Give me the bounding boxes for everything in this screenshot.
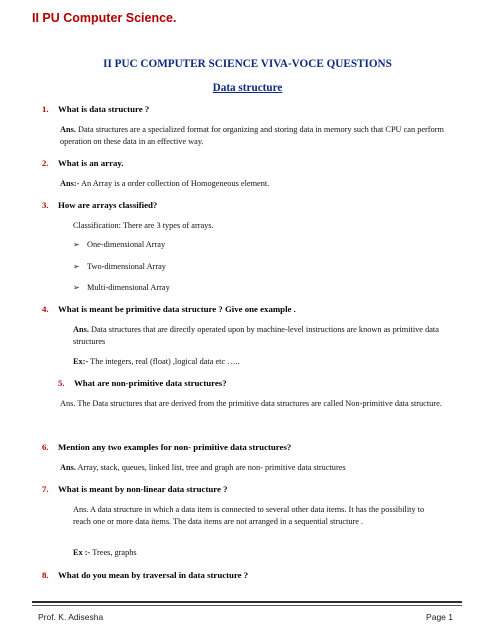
question-2 [42,158,124,168]
footer-page-number: Page 1 [426,612,453,622]
arrow-bullet-icon: ➢ [73,262,80,271]
example-prefix: Ex:- [73,357,89,366]
list-item: ➢ Multi-dimensional Array [73,283,170,292]
question-number: 5. [58,378,65,388]
answer-5: Ans. The Data structures that are derived from the primitive data structures are called Non-primitive data structure. [60,399,442,408]
question-number: 2. [42,158,49,168]
document-subtitle: Data structure [212,82,283,94]
question-text: What do you mean by traversal in data structure ? [58,570,249,580]
question-text: What is an array. [58,158,124,168]
answer-prefix: Ans. [60,125,76,134]
question-6 [42,442,291,452]
question-number: 4. [42,304,49,314]
answer-6 [60,462,452,474]
answer-text: Data structures are a specialized format for organizing and storing data in memory such that CPU can perform operation on these data in an effective way. [60,125,444,146]
answer-prefix: Ans:- [60,179,80,188]
example-text: The integers, real (float) ,logical data etc ….. [88,357,240,366]
question-text: What is data structure ? [58,104,150,114]
question-number: 3. [42,200,49,210]
question-text: What are non-primitive data structures? [74,378,227,388]
question-5 [58,378,227,388]
answer-text: An Array is a order collection of Homogeneous element. [79,179,270,188]
answer-text: Array, stack, queues, linked list, tree and graph are non- primitive data structures [75,463,346,472]
question-number: 7. [42,484,49,494]
answer-prefix: Ans. [73,325,89,334]
question-7 [42,484,228,494]
answer-prefix: Ans. [60,463,76,472]
answer-7: Ans. A data structure in which a data item is connected to several other data items. It has the possibility to reach one or more data items. The data items are not arranged in a sequential structure . [73,505,425,526]
question-text: How are arrays classified? [58,200,158,210]
answer-1 [60,124,450,147]
question-number: 6. [42,442,49,452]
footer-divider [32,601,462,603]
list-item: ➢ Two-dimensional Array [73,262,166,271]
question-1 [42,104,149,114]
answer-text: Data structures that are directly operated upon by machine-level instructions are known as primitive data structures [73,325,439,346]
question-4 [42,304,296,314]
arrow-bullet-icon: ➢ [73,240,80,249]
answer-2 [60,178,450,190]
question-text: What is meant be primitive data structure ? Give one example . [58,304,296,314]
question-number: 1. [42,104,49,114]
question-8 [42,570,248,580]
question-text: What is meant by non-linear data structure ? [58,484,228,494]
question-number: 8. [42,570,49,580]
document-title: II PUC COMPUTER SCIENCE VIVA-VOCE QUESTIONS [103,58,392,70]
example-text: Trees, graphs [90,548,137,557]
question-text: Mention any two examples for non- primitive data structures? [58,442,292,452]
arrow-bullet-icon: ➢ [73,283,80,292]
question-3 [42,200,157,210]
answer-4 [73,324,453,347]
footer-divider-thin [32,605,462,606]
footer-author: Prof. K. Adisesha [38,612,104,622]
example-prefix: Ex :- [73,548,91,557]
example-7 [73,547,438,559]
list-item: ➢ One-dimensional Array [73,240,166,249]
answer-3: Classification: There are 3 types of arrays. [73,221,214,230]
header-title: II PU Computer Science. [32,11,177,25]
example-4 [73,356,453,368]
